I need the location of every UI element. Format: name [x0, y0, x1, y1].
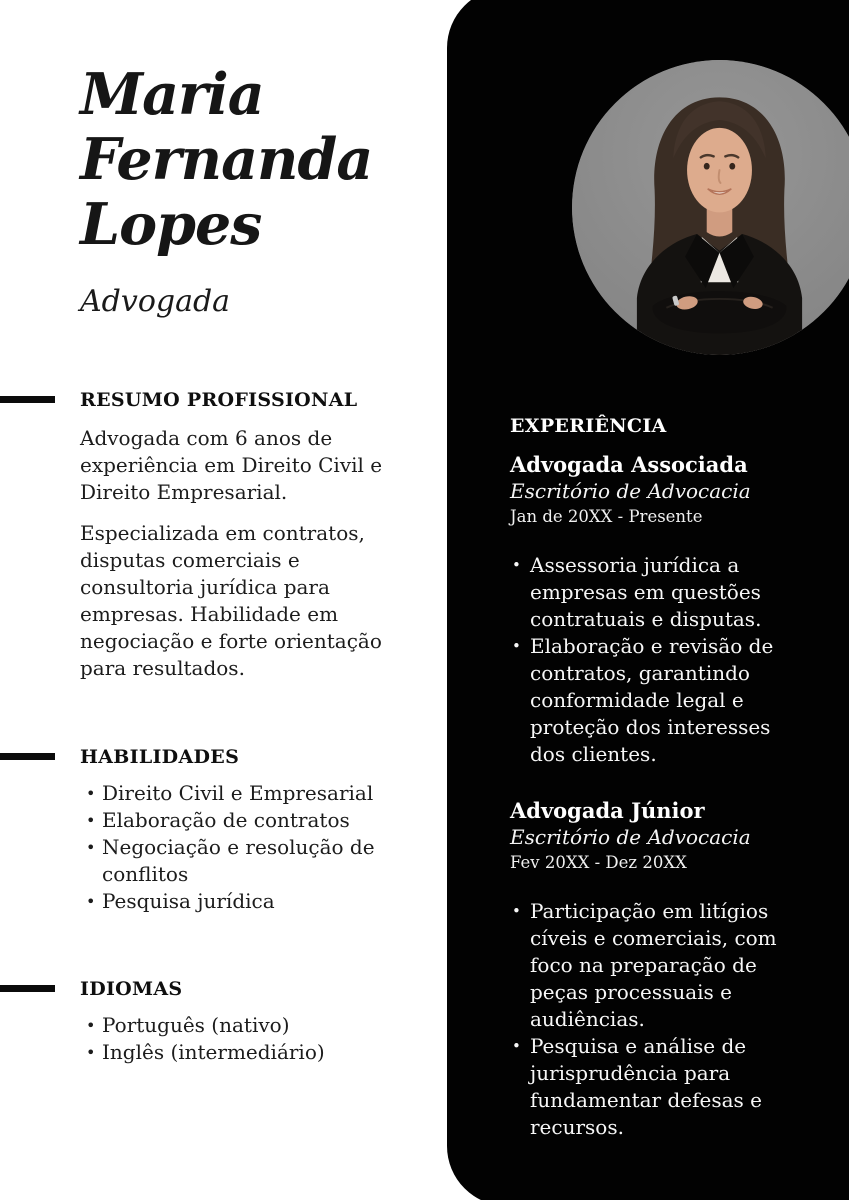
person-name-line1: Maria — [80, 61, 264, 128]
list-item: • Português (nativo) — [80, 1012, 390, 1039]
person-job-title: Advogada — [80, 284, 231, 319]
bullet-icon: • — [86, 1016, 96, 1035]
job-title: Advogada Júnior — [510, 798, 705, 823]
section-habilidades — [80, 746, 407, 915]
resumo-heading — [80, 389, 407, 411]
job-company: Escritório de Advocacia — [510, 825, 751, 849]
person-name-line2: Fernanda — [80, 126, 373, 193]
person-name-line3: Lopes — [80, 191, 262, 258]
list-item: • Elaboração e revisão de contratos, garantindo conformidade legal e proteção dos interesses dos clientes. — [512, 634, 774, 766]
section-rule — [0, 753, 55, 760]
section-rule — [0, 985, 55, 992]
resumo-paragraph-1: Advogada com 6 anos de experiência em Direito Civil e Direito Empresarial. — [80, 426, 383, 504]
list-item: • Participação em litígios cíveis e comerciais, com foco na preparação de peças processuais e audiências. — [512, 899, 777, 1031]
habilidades-list — [80, 780, 407, 915]
right-panel — [447, 0, 849, 1200]
person-name — [80, 62, 407, 257]
job-bullet-list — [510, 552, 849, 768]
list-item: • Inglês (intermediário) — [80, 1039, 390, 1066]
idiomas-heading-text: IDIOMAS — [80, 978, 183, 1000]
bullet-icon: • — [512, 1037, 521, 1055]
idiomas-list — [80, 1012, 407, 1066]
job-bullet-list — [510, 898, 849, 1141]
bullet-icon: • — [86, 784, 96, 803]
right-panel-content — [447, 0, 849, 1141]
job-dates: Fev 20XX - Dez 20XX — [510, 853, 687, 872]
section-idiomas — [80, 978, 407, 1066]
bullet-icon: • — [512, 902, 521, 920]
habilidades-heading-text: HABILIDADES — [80, 746, 240, 768]
section-resumo-profissional — [80, 389, 407, 682]
list-item: • Elaboração de contratos — [80, 807, 390, 834]
bullet-icon: • — [512, 637, 521, 655]
list-item: • Direito Civil e Empresarial — [80, 780, 390, 807]
job-entry-2 — [510, 798, 849, 1141]
resumo-heading-text: RESUMO PROFISSIONAL — [80, 389, 358, 411]
job-entry-1 — [510, 452, 849, 768]
list-item: • Assessoria jurídica a empresas em questões contratuais e disputas. — [512, 553, 762, 631]
job-company: Escritório de Advocacia — [510, 479, 751, 503]
bullet-icon: • — [86, 1043, 96, 1062]
habilidades-heading — [80, 746, 407, 768]
list-item: • Negociação e resolução de conflitos — [80, 834, 390, 888]
list-item: • Pesquisa e análise de jurisprudência para fundamentar defesas e recursos. — [512, 1034, 762, 1139]
bullet-icon: • — [86, 811, 96, 830]
section-rule — [0, 396, 55, 403]
resumo-paragraph-2: Especializada em contratos, disputas comerciais e consultoria jurídica para empresas. Habilidade em negociação e forte orientação para resultados. — [80, 521, 382, 680]
profile-photo-illustration — [572, 60, 849, 355]
profile-photo — [572, 60, 849, 355]
bullet-icon: • — [86, 838, 96, 857]
list-item: • Pesquisa jurídica — [80, 888, 390, 915]
job-dates: Jan de 20XX - Presente — [510, 507, 703, 526]
idiomas-heading — [80, 978, 407, 1000]
experiencia-heading: EXPERIÊNCIA — [510, 415, 667, 437]
bullet-icon: • — [86, 892, 96, 911]
bullet-icon: • — [512, 556, 521, 574]
job-title: Advogada Associada — [510, 452, 748, 477]
